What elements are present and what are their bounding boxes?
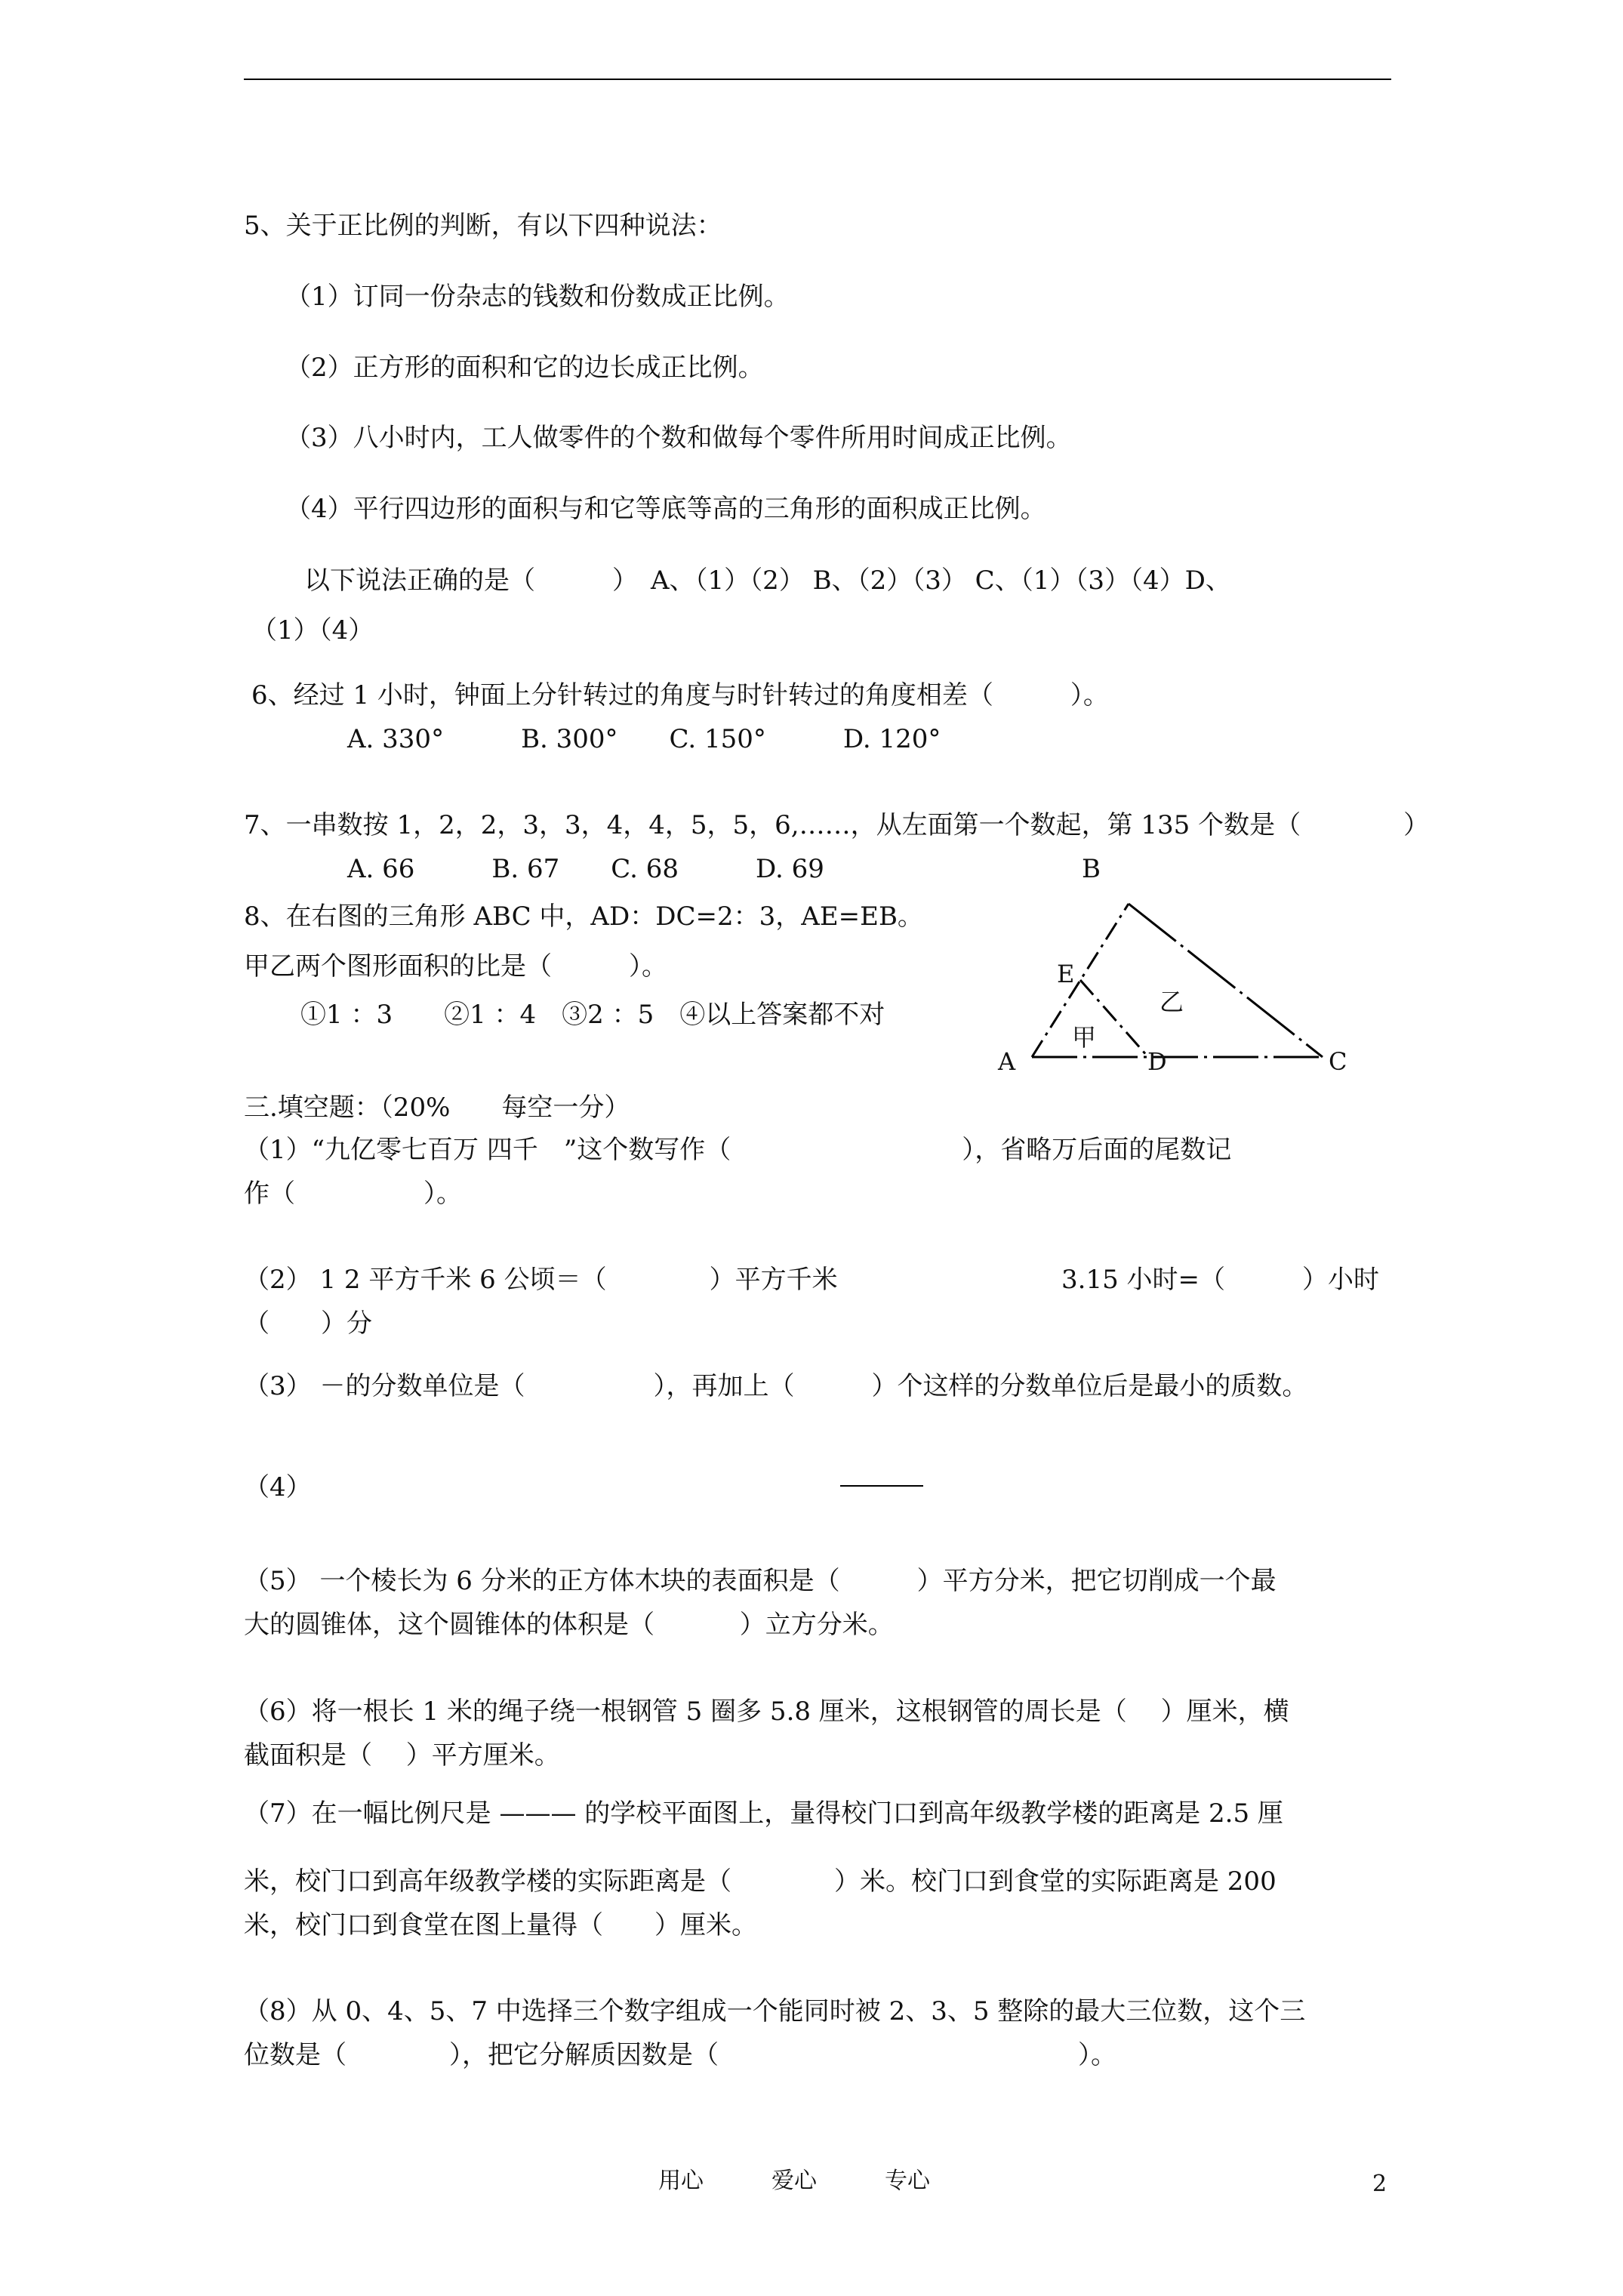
q6-options: A. 330° B. 300° C. 150° D. 120°: [347, 724, 941, 754]
q6-stem: 6、经过 1 小时，钟面上分针转过的角度与时针转过的角度相差（ ）。: [251, 680, 1109, 710]
label-jia: 甲: [1072, 1023, 1097, 1052]
side-bc: [1129, 904, 1323, 1057]
q8-stem-2: 甲乙两个图形面积的比是（ ）。: [244, 951, 667, 982]
fill-7-line1: （7）在一幅比例尺是 ——— 的学校平面图上，量得校门口到高年级教学楼的距离是 2.5 厘: [244, 1798, 1283, 1829]
q7-stem: 7、一串数按 1，2，2，3，3，4，4，5，5，6,……，从左面第一个数起，第 135 个数是（ ）: [244, 810, 1430, 840]
fill-6-line2: 截面积是（ ）平方厘米。: [244, 1740, 560, 1771]
fill-2-line2: （ ）分: [244, 1308, 372, 1339]
label-yi: 乙: [1160, 988, 1184, 1016]
footer-motto: 用心 爱心 专心: [658, 2168, 930, 2194]
q7-options: A. 66 B. 67 C. 68 D. 69: [347, 854, 824, 884]
label-d: D: [1147, 1047, 1167, 1076]
q8-stem: 8、在右图的三角形 ABC 中，AD：DC=2：3，AE=EB。: [244, 901, 923, 932]
fill-7-line2: 米，校门口到高年级教学楼的实际距离是（ ）米。校门口到食堂的实际距离是 200: [244, 1866, 1277, 1897]
fill-8-line2: 位数是（ ），把它分解质因数是（ ）。: [244, 2040, 1116, 2070]
q5-statement-3: （3）八小时内，工人做零件的个数和做每个零件所用时间成正比例。: [285, 423, 1072, 453]
q7-answer-mark: B: [1082, 854, 1101, 884]
fill-4: （4）: [244, 1472, 312, 1502]
q5-statement-2: （2）正方形的面积和它的边长成正比例。: [285, 353, 764, 383]
label-e: E: [1057, 960, 1075, 988]
label-c: C: [1329, 1047, 1347, 1076]
header-rule: [244, 79, 1391, 80]
triangle-abc-figure: [981, 902, 1374, 1083]
fill-5-line2: 大的圆锥体，这个圆锥体的体积是（ ）立方分米。: [244, 1610, 894, 1640]
q8-options: ①1 ：3 ②1 ：4 ③2 ：5 ④以上答案都不对: [300, 1000, 885, 1030]
label-a: A: [998, 1047, 1016, 1076]
fill-1-line2: 作（ ）。: [244, 1179, 462, 1209]
fill-5-line1: （5） 一个棱长为 6 分米的正方体木块的表面积是（ ）平方分米，把它切削成一个最: [244, 1566, 1277, 1596]
q5-statement-1: （1）订同一份杂志的钱数和份数成正比例。: [285, 282, 790, 312]
fill-3: （3） －的分数单位是（ ），再加上（ ）个这样的分数单位后是最小的质数。: [244, 1371, 1308, 1401]
q5-statement-4: （4）平行四边形的面积与和它等底等高的三角形的面积成正比例。: [285, 494, 1046, 524]
section3-title: 三.填空题：（20% 每空一分）: [244, 1093, 630, 1123]
fill-2-right: 3.15 小时=（ ）小时: [1061, 1265, 1379, 1295]
fill-7-line3: 米，校门口到食堂在图上量得（ ）厘米。: [244, 1910, 757, 1940]
q5-stem: 5、关于正比例的判断，有以下四种说法：: [244, 211, 722, 241]
fill-6-line1: （6）将一根长 1 米的绳子绕一根钢管 5 圈多 5.8 厘米，这根钢管的周长是（ ）厘米，横: [244, 1697, 1289, 1727]
fill-8-line1: （8）从 0、4、5、7 中选择三个数字组成一个能同时被 2、3、5 整除的最大三位数，这个三: [244, 1996, 1306, 2026]
fill-2-left: （2） 1 2 平方千米 6 公顷＝（ ）平方千米: [244, 1265, 838, 1295]
fill-1-line1: （1）“九亿零七百万 四千 ”这个数写作（ ），省略万后面的尾数记: [244, 1135, 1232, 1165]
q5-choices-line1: 以下说法正确的是（ ） A、（1）（2） B、（2）（3） C、（1）（3）（4）D、: [304, 566, 1231, 596]
page-number: 2: [1372, 2171, 1387, 2197]
q5-choices-line2: （1）（4）: [251, 615, 374, 646]
fill-4-blank-line: [840, 1485, 923, 1487]
